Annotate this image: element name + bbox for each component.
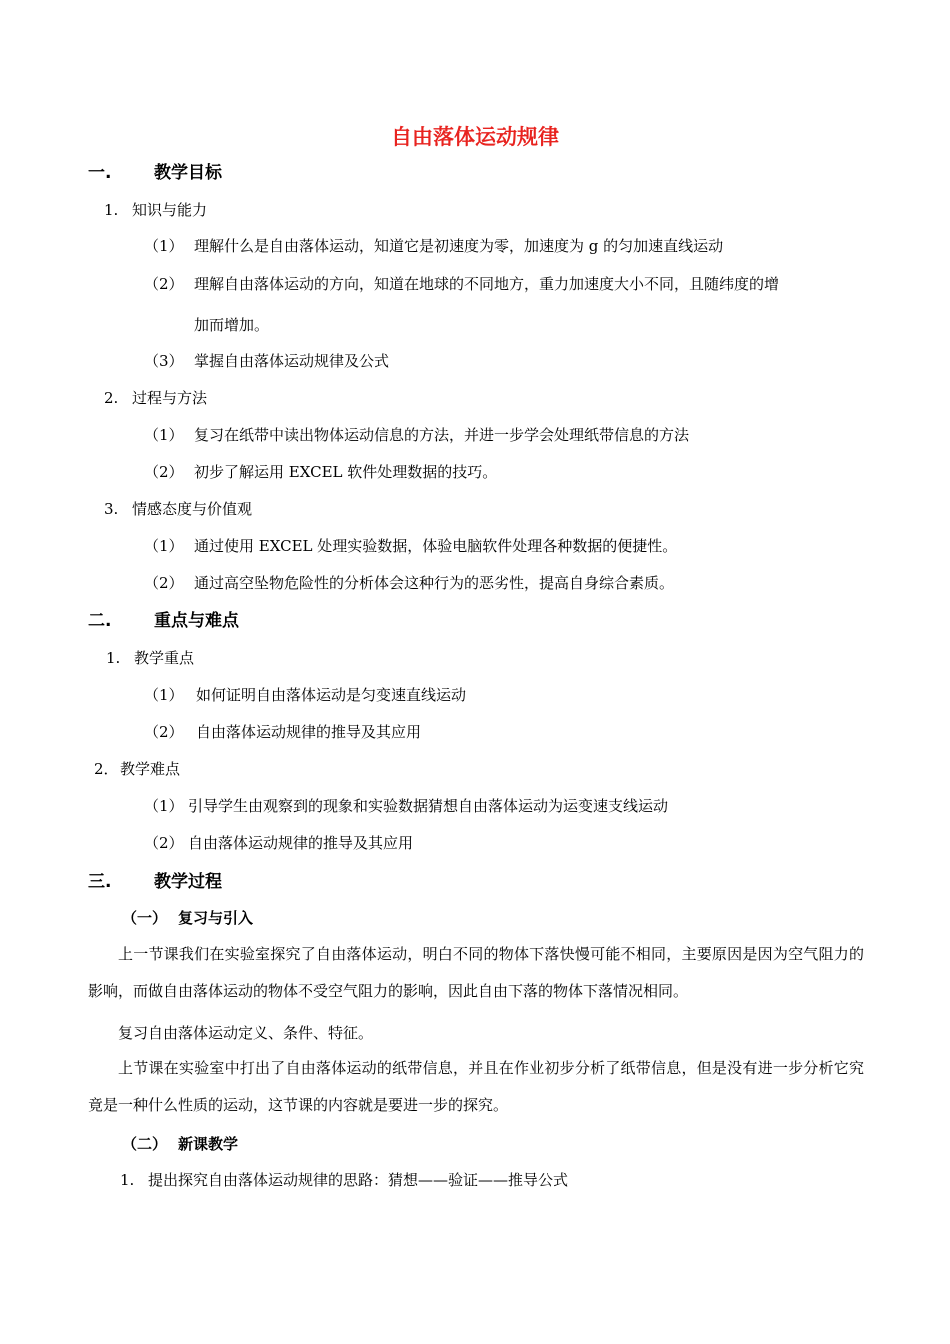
- subsection-1-number: （一）: [122, 909, 168, 927]
- document-title: 自由落体运动规律: [391, 125, 559, 149]
- item-1-1-b-number: （2）: [144, 275, 184, 293]
- item-1-3-a-number: （1）: [144, 537, 184, 555]
- section-2-heading: 重点与难点: [154, 611, 239, 631]
- section-2-number: 二.: [88, 611, 112, 631]
- item-1-1-a-number: （1）: [144, 237, 184, 255]
- item-1-3-label: 情感态度与价值观: [132, 500, 253, 518]
- subsection-1-label: 复习与引入: [178, 909, 254, 927]
- item-1-2-a-number: （1）: [144, 426, 184, 444]
- item-1-3-b-number: （2）: [144, 574, 184, 592]
- item-2-2-number: 2．: [94, 760, 119, 778]
- item-2-1-b-number: （2）: [144, 723, 184, 741]
- item-1-1-c-number: （3）: [144, 352, 184, 370]
- item-3-1-number: 1.: [120, 1171, 135, 1189]
- subsection-2-label: 新课教学: [178, 1135, 239, 1153]
- item-2-1-a-number: （1）: [144, 686, 184, 704]
- item-2-2-b-number: （2）: [144, 834, 184, 852]
- item-3-1-text: 提出探究自由落体运动规律的思路：猜想——验证——推导公式: [148, 1171, 569, 1189]
- item-1-1-b-text: 理解自由落体运动的方向，知道在地球的不同地方，重力加速度大小不同，且随纬度的增: [194, 275, 780, 293]
- item-1-1-b-text-cont: 加而增加。: [194, 316, 270, 334]
- item-1-2-a-text: 复习在纸带中读出物体运动信息的方法，并进一步学会处理纸带信息的方法: [194, 426, 690, 444]
- item-2-2-a-number: （1）: [144, 797, 184, 815]
- item-1-2-label: 过程与方法: [132, 389, 208, 407]
- item-2-1-b-text: 自由落体运动规律的推导及其应用: [196, 723, 422, 741]
- item-2-1-number: 1.: [106, 649, 121, 667]
- item-1-1-a-text: 理解什么是自由落体运动，知道它是初速度为零，加速度为 g 的匀加速直线运动: [194, 237, 724, 255]
- item-2-2-label: 教学难点: [120, 760, 181, 778]
- item-1-2-b-number: （2）: [144, 463, 184, 481]
- section-1-number: 一.: [88, 163, 112, 183]
- paragraph-intro: 上节课在实验室中打出了自由落体运动的纸带信息，并且在作业初步分析了纸带信息，但是没有进一步分析它究竟是一种什么性质的运动，这节课的内容就是要进一步的探究。: [88, 1059, 864, 1114]
- paragraph-review: 上一节课我们在实验室探究了自由落体运动，明白不同的物体下落快慢可能不相同，主要原因是因为空气阻力的影响，而做自由落体运动的物体不受空气阻力的影响，因此自由下落的物体下落情况相同。: [88, 945, 864, 1000]
- item-1-1-label: 知识与能力: [132, 201, 208, 219]
- item-2-2-a-text: 引导学生由观察到的现象和实验数据猜想自由落体运动为运变速支线运动: [188, 797, 669, 815]
- item-1-3-a-text: 通过使用 EXCEL 处理实验数据，体验电脑软件处理各种数据的便捷性。: [194, 537, 678, 555]
- subsection-2-number: （二）: [122, 1135, 168, 1153]
- paragraph-recap: 复习自由落体运动定义、条件、特征。: [118, 1024, 374, 1042]
- section-3-heading: 教学过程: [154, 872, 222, 892]
- item-1-3-number: 3.: [104, 500, 119, 518]
- item-2-1-a-text: 如何证明自由落体运动是匀变速直线运动: [196, 686, 467, 704]
- item-1-1-c-text: 掌握自由落体运动规律及公式: [194, 352, 390, 370]
- item-1-2-number: 2.: [104, 389, 119, 407]
- item-1-1-number: 1.: [104, 201, 119, 219]
- section-1-heading: 教学目标: [154, 163, 222, 183]
- item-2-1-label: 教学重点: [134, 649, 195, 667]
- section-3-number: 三.: [88, 872, 112, 892]
- item-1-2-b-text: 初步了解运用 EXCEL 软件处理数据的技巧。: [194, 463, 498, 481]
- item-1-3-b-text: 通过高空坠物危险性的分析体会这种行为的恶劣性，提高自身综合素质。: [194, 574, 675, 592]
- item-2-2-b-text: 自由落体运动规律的推导及其应用: [188, 834, 414, 852]
